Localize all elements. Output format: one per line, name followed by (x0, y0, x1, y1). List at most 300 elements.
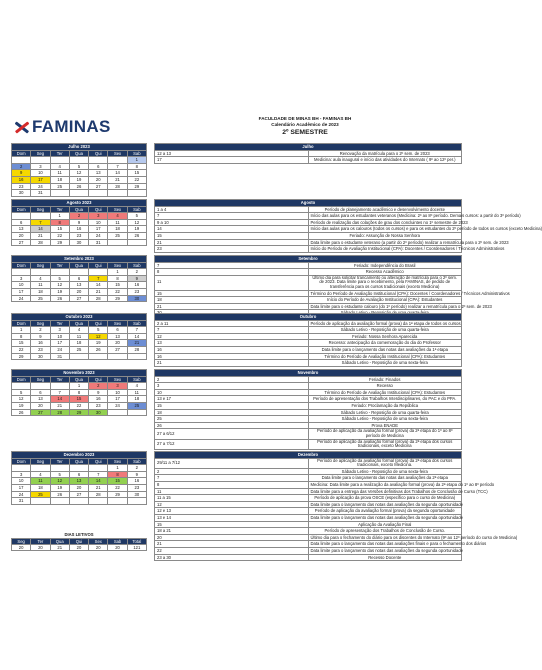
event-date: 2 (155, 468, 309, 475)
dias-letivos-title: DIAS LETIVOS (64, 532, 94, 537)
event-date: 18 (155, 297, 309, 304)
day-cell: 25 (108, 232, 127, 239)
day-cell: 28 (50, 409, 69, 416)
event-description: Feriado: Independência do Brasil (308, 262, 462, 269)
day-cell: 24 (12, 295, 31, 302)
event-date: 13 (155, 340, 309, 347)
day-cell: 4 (69, 327, 88, 334)
day-cell: 20 (31, 402, 50, 409)
month-events (154, 451, 518, 561)
day-cell: 22 (108, 484, 127, 491)
day-cell: 14 (127, 333, 146, 340)
weekday-header: Sab (127, 206, 146, 213)
event-row (155, 376, 462, 383)
event-date: 15 (155, 232, 309, 239)
logo-x-icon (14, 121, 30, 133)
week-row (12, 465, 147, 472)
day-cell (12, 269, 31, 276)
event-date: 13 e 17 (155, 396, 309, 403)
event-date: 27 a 7/12 (155, 439, 309, 449)
day-cell: 4 (31, 275, 50, 282)
weekday-header: Qui (89, 206, 108, 213)
event-description: Período de aplicação da avaliação formal (prova) da segunda oportunidade (308, 508, 462, 515)
event-row (155, 409, 462, 416)
letivos-header: Total (127, 539, 146, 545)
day-cell: 18 (127, 396, 146, 403)
day-cell: 1 (69, 383, 88, 390)
event-row (155, 534, 462, 541)
day-cell: 1 (50, 213, 69, 220)
letivos-header: Qua (50, 539, 69, 545)
day-cell: 19 (89, 340, 108, 347)
logo-text: FAMINAS (32, 117, 111, 136)
day-cell: 12 (50, 282, 69, 289)
event-row (155, 547, 462, 554)
event-row (155, 290, 462, 297)
month-title: Novembro 2023 (12, 370, 147, 377)
day-cell: 5 (50, 471, 69, 478)
weekday-header: Sab (127, 262, 146, 269)
day-cell: 18 (108, 226, 127, 233)
weekday-header: Sex (108, 458, 127, 465)
event-description: Término do Período de Avaliação Institucional (CPA): Docentes / Coordenadores / Técnicos Administrativos (308, 290, 462, 297)
day-cell: 19 (127, 226, 146, 233)
event-description: Término do Período de Avaliação Institucional (CPA): Estudantes (308, 389, 462, 396)
day-cell: 28 (89, 491, 108, 498)
event-description: Recesso (308, 383, 462, 390)
month-calendar (11, 143, 147, 197)
event-row (155, 439, 462, 449)
event-description: Início do Período de Avaliação Institucional (CPA): Estudantes (308, 297, 462, 304)
day-cell: 10 (12, 478, 31, 485)
day-cell: 25 (50, 183, 69, 190)
week-row (12, 219, 147, 226)
events-title: Dezembro (155, 452, 462, 459)
day-cell (31, 383, 50, 390)
day-cell: 26 (50, 491, 69, 498)
day-cell: 3 (89, 213, 108, 220)
day-cell: 25 (31, 491, 50, 498)
day-cell: 29 (50, 239, 69, 246)
day-cell: 17 (89, 226, 108, 233)
event-description: Prova ENADE (308, 422, 462, 429)
month-title: Agosto 2023 (12, 200, 147, 207)
day-cell: 13 (69, 478, 88, 485)
weekday-header: Seg (31, 458, 50, 465)
weekday-header: Qua (69, 320, 88, 327)
day-cell (50, 157, 69, 164)
day-cell: 11 (69, 333, 88, 340)
week-row (12, 409, 147, 416)
event-row (155, 429, 462, 439)
day-cell (12, 157, 31, 164)
day-cell: 1 (12, 327, 31, 334)
letivos-value: 20 (69, 545, 88, 551)
day-cell: 2 (31, 327, 50, 334)
weekday-header: Dom (12, 376, 31, 383)
event-description: Período de aplicação da avaliação formal (prova) da 2ª etapa dos cursos tradicionais, exceto Medicina (308, 439, 462, 449)
day-cell: 23 (127, 484, 146, 491)
day-cell: 25 (31, 295, 50, 302)
event-date: 7 (155, 327, 309, 334)
day-cell (89, 498, 108, 505)
events-title: Novembro (155, 370, 462, 377)
event-row (155, 157, 462, 164)
day-cell: 10 (50, 333, 69, 340)
semester-title: 2º SEMESTRE (282, 129, 328, 136)
day-cell: 30 (69, 239, 88, 246)
event-description: Início das aulas para os calouros (todos os cursos) e para os estudantes do 2º período de todos os cursos (exceto Medicina) (308, 226, 462, 233)
day-cell (108, 239, 127, 246)
event-description: Último dia para o fechamento do diário para os discentes do Internato (9º ao 12º período do curso de Medicina) (308, 534, 462, 541)
day-cell: 14 (89, 478, 108, 485)
day-cell: 10 (108, 389, 127, 396)
event-date: 18 a 21 (155, 528, 309, 535)
day-cell: 4 (127, 383, 146, 390)
day-cell: 14 (31, 226, 50, 233)
event-date: 11 a 15 (155, 495, 309, 502)
event-row (155, 481, 462, 488)
day-cell: 23 (12, 183, 31, 190)
weekday-header: Sab (127, 320, 146, 327)
day-cell: 3 (31, 163, 50, 170)
day-cell: 8 (50, 219, 69, 226)
event-description: Renovação da matrícula para o 2º sem. de 2023 (308, 150, 462, 157)
day-cell: 9 (127, 471, 146, 478)
month-title: Julho 2023 (12, 144, 147, 151)
day-cell: 21 (31, 232, 50, 239)
day-cell: 14 (50, 396, 69, 403)
letivos-value: 20 (12, 545, 31, 551)
day-cell: 2 (69, 213, 88, 220)
day-cell (89, 269, 108, 276)
event-row (155, 514, 462, 521)
day-cell: 21 (89, 484, 108, 491)
events-title: Setembro (155, 256, 462, 263)
weekday-header: Ter (50, 320, 69, 327)
day-cell (108, 353, 127, 360)
day-cell: 27 (31, 409, 50, 416)
month-calendar (11, 199, 147, 246)
day-cell: 23 (69, 232, 88, 239)
event-description: Data limite para o lançamento das notas das avaliações da 1ª etapa (308, 346, 462, 353)
event-row (155, 275, 462, 290)
day-cell: 22 (12, 346, 31, 353)
event-date: 27 a 6/12 (155, 429, 309, 439)
event-date: 23 a 30 (155, 554, 309, 561)
day-cell: 10 (89, 219, 108, 226)
day-cell: 16 (127, 478, 146, 485)
letivos-value: 20 (89, 545, 108, 551)
event-description: Aplicação da Avaliação Final (308, 521, 462, 528)
day-cell: 27 (69, 491, 88, 498)
day-cell: 5 (12, 389, 31, 396)
event-row (155, 383, 462, 390)
month-calendar (11, 451, 147, 505)
weekday-header: Sab (127, 150, 146, 157)
event-row (155, 360, 462, 367)
day-cell: 11 (127, 389, 146, 396)
weekday-header: Sab (127, 458, 146, 465)
day-cell (127, 353, 146, 360)
day-cell: 9 (69, 219, 88, 226)
event-description: Data limite para o lançamento das notas das avaliações da segunda oportunidade (308, 514, 462, 521)
day-cell: 29 (108, 491, 127, 498)
day-cell: 8 (12, 333, 31, 340)
weekday-header: Qui (89, 458, 108, 465)
day-cell (69, 269, 88, 276)
week-row (12, 333, 147, 340)
event-description: Recesso Acadêmico (308, 269, 462, 276)
event-description: Período de apresentação dos Trabalhos Interdisciplinares, do PAC e do PPA. (308, 396, 462, 403)
event-description: Início das aulas para os estudantes veteranos (Medicina: 2º ao 8º período. Demais cursos: a partir do 3º período) (308, 213, 462, 220)
weekday-header: Sex (108, 206, 127, 213)
month-events (154, 313, 462, 367)
event-row (155, 297, 462, 304)
event-date: 21 (155, 360, 309, 367)
event-description: Medicina: aula inaugural e início das atividades do Internato ( 9º ao 12º per.) (308, 157, 462, 164)
day-cell: 17 (31, 176, 50, 183)
event-row (155, 488, 462, 495)
day-cell: 4 (108, 213, 127, 220)
day-cell: 7 (127, 327, 146, 334)
event-row (155, 219, 462, 226)
event-date: 12 a 13 (155, 150, 309, 157)
day-cell: 16 (89, 396, 108, 403)
day-cell: 25 (127, 402, 146, 409)
day-cell (69, 190, 88, 197)
weekday-header: Ter (50, 262, 69, 269)
event-description: Data limite para o estudante calouro (do 1º período) realizar a rematrícula para o 2º sem. de 2023 (308, 303, 462, 310)
letivos-header: Seg (12, 539, 31, 545)
day-cell: 22 (69, 402, 88, 409)
events-title: Agosto (155, 200, 462, 207)
event-description: Término do Período de Avaliação Institucional (CPA): Estudantes (308, 353, 462, 360)
week-row (12, 491, 147, 498)
event-row (155, 150, 462, 157)
month-events (154, 369, 462, 450)
day-cell: 24 (12, 491, 31, 498)
day-cell: 16 (12, 176, 31, 183)
day-cell (89, 157, 108, 164)
event-description: Período de realização das colações de grau dos concluintes no 1º semestre de 2023 (308, 219, 462, 226)
event-row (155, 554, 462, 561)
week-row (12, 239, 147, 246)
week-row (12, 478, 147, 485)
event-description: Recesso Docente (308, 554, 462, 561)
day-cell: 26 (89, 346, 108, 353)
day-cell: 8 (127, 163, 146, 170)
day-cell: 5 (89, 327, 108, 334)
day-cell (50, 190, 69, 197)
day-cell (31, 213, 50, 220)
day-cell: 19 (12, 402, 31, 409)
day-cell: 28 (108, 183, 127, 190)
day-cell (69, 498, 88, 505)
day-cell: 6 (89, 163, 108, 170)
day-cell: 20 (108, 340, 127, 347)
day-cell (127, 190, 146, 197)
day-cell: 20 (69, 288, 88, 295)
day-cell: 27 (108, 346, 127, 353)
day-cell: 27 (12, 239, 31, 246)
day-cell (50, 269, 69, 276)
weekday-header: Qui (89, 150, 108, 157)
day-cell: 24 (89, 232, 108, 239)
week-row (12, 295, 147, 302)
weekday-header: Sex (108, 376, 127, 383)
day-cell (127, 239, 146, 246)
day-cell (69, 353, 88, 360)
event-date: 15 (155, 402, 309, 409)
event-row (155, 346, 462, 353)
event-date: 15 (155, 521, 309, 528)
weekday-header: Qua (69, 262, 88, 269)
day-cell: 4 (31, 471, 50, 478)
event-date: 11 (155, 275, 309, 290)
day-cell: 2 (127, 269, 146, 276)
day-cell: 20 (69, 484, 88, 491)
day-cell: 15 (12, 340, 31, 347)
week-row (12, 340, 147, 347)
event-date: 8 (155, 481, 309, 488)
day-cell: 19 (50, 288, 69, 295)
day-cell: 24 (108, 402, 127, 409)
day-cell: 2 (89, 383, 108, 390)
weekday-header: Qui (89, 376, 108, 383)
event-row (155, 320, 462, 327)
event-date: 21 (155, 239, 309, 246)
event-row (155, 501, 462, 508)
day-cell: 15 (108, 478, 127, 485)
week-row (12, 288, 147, 295)
event-description: Último dia para solicitar trancamento ou alteração de matrícula para o 2º sem. de 2023. Data limite para o recebimento, pela FAMINAS, de pedido de transferência para os cursos tradicionais (exceto Medicina) (308, 275, 462, 290)
day-cell: 1 (127, 157, 146, 164)
day-cell: 12 (127, 219, 146, 226)
day-cell: 30 (127, 491, 146, 498)
event-row (155, 340, 462, 347)
event-date: 8 (155, 269, 309, 276)
event-description: Sábado Letivo - Reposição de uma sexta-feira (308, 416, 462, 423)
event-row (155, 508, 462, 515)
event-description: Sábado Letivo - Reposição de uma sexta-feira (308, 360, 462, 367)
event-description: Feriado: Proclamação da República (308, 402, 462, 409)
event-date: 13 e 14 (155, 514, 309, 521)
event-date: 25 (155, 416, 309, 423)
day-cell: 5 (50, 275, 69, 282)
month-events (154, 143, 462, 164)
week-row (12, 471, 147, 478)
event-date: 7 (155, 213, 309, 220)
day-cell: 10 (12, 282, 31, 289)
day-cell: 11 (31, 478, 50, 485)
day-cell: 19 (69, 176, 88, 183)
event-date: 16 (155, 346, 309, 353)
day-cell: 6 (69, 471, 88, 478)
event-description: Sábado Letivo - Reposição de uma quarta-feira (308, 409, 462, 416)
weekday-header: Seg (31, 206, 50, 213)
event-row (155, 232, 462, 239)
weekday-header: Ter (50, 206, 69, 213)
day-cell: 3 (50, 327, 69, 334)
week-row (12, 402, 147, 409)
day-cell: 17 (108, 396, 127, 403)
letivos-header: Ter (31, 539, 50, 545)
week-row (12, 484, 147, 491)
week-row (12, 396, 147, 403)
event-row (155, 396, 462, 403)
day-cell: 15 (69, 396, 88, 403)
event-date: 26 (155, 422, 309, 429)
month-calendar (11, 313, 147, 360)
weekday-header: Dom (12, 150, 31, 157)
weekday-header: Seg (31, 376, 50, 383)
event-description: Período de aplicação da prova OSCE (específico para o curso de Medicina) (308, 495, 462, 502)
weekday-header: Dom (12, 262, 31, 269)
day-cell (12, 465, 31, 472)
weekday-header: Qua (69, 458, 88, 465)
event-date: 12 (155, 333, 309, 340)
week-row (12, 353, 147, 360)
event-date: 15 (155, 290, 309, 297)
day-cell: 9 (12, 170, 31, 177)
day-cell: 30 (12, 190, 31, 197)
weekday-header: Sab (127, 376, 146, 383)
letivos-value: 21 (50, 545, 69, 551)
event-description: Período de planejamento acadêmico e desenvolvimento docente (308, 206, 462, 213)
day-cell: 17 (50, 340, 69, 347)
week-row (12, 190, 147, 197)
day-cell: 17 (12, 484, 31, 491)
event-description: Medicina: Data limite para a realização da avaliação formal (prova) da 2ª etapa do 1º ao 8º período (308, 481, 462, 488)
event-date: 11 (155, 488, 309, 495)
day-cell: 21 (127, 340, 146, 347)
day-cell: 2 (12, 163, 31, 170)
event-description: Período de aplicação da avaliação formal (prova) da 2ª etapa dos cursos tradicionais, exceto Medicina. (308, 458, 462, 468)
day-cell: 8 (108, 471, 127, 478)
day-cell: 13 (69, 282, 88, 289)
letivos-header: Sex (89, 539, 108, 545)
day-cell: 31 (12, 498, 31, 505)
event-description: Data limite para o lançamento das notas das avaliações da segunda oportunidade (308, 501, 462, 508)
day-cell: 6 (69, 275, 88, 282)
event-description: Data limite para o lançamento das notas das avaliações da segunda oportunidade (308, 547, 462, 554)
event-row (155, 246, 462, 253)
day-cell (31, 465, 50, 472)
week-row (12, 275, 147, 282)
week-row (12, 157, 147, 164)
weekday-header: Dom (12, 320, 31, 327)
day-cell: 16 (69, 226, 88, 233)
week-row (12, 327, 147, 334)
faminas-logo (14, 117, 111, 137)
event-description: Período de apresentação dos Trabalhos de Conclusão de Curso. (308, 528, 462, 535)
event-description: Sábado Letivo - Reposição de uma quarta-feira (308, 327, 462, 334)
event-description: Feriado: Finados (308, 376, 462, 383)
day-cell: 9 (89, 389, 108, 396)
day-cell (127, 498, 146, 505)
day-cell: 31 (50, 353, 69, 360)
day-cell: 9 (127, 275, 146, 282)
event-row (155, 541, 462, 548)
day-cell: 13 (12, 226, 31, 233)
day-cell (31, 157, 50, 164)
event-row (155, 495, 462, 502)
event-description: Recesso: antecipação da comemoração do dia do Professor (308, 340, 462, 347)
day-cell: 14 (89, 282, 108, 289)
week-row (12, 269, 147, 276)
day-cell (108, 190, 127, 197)
